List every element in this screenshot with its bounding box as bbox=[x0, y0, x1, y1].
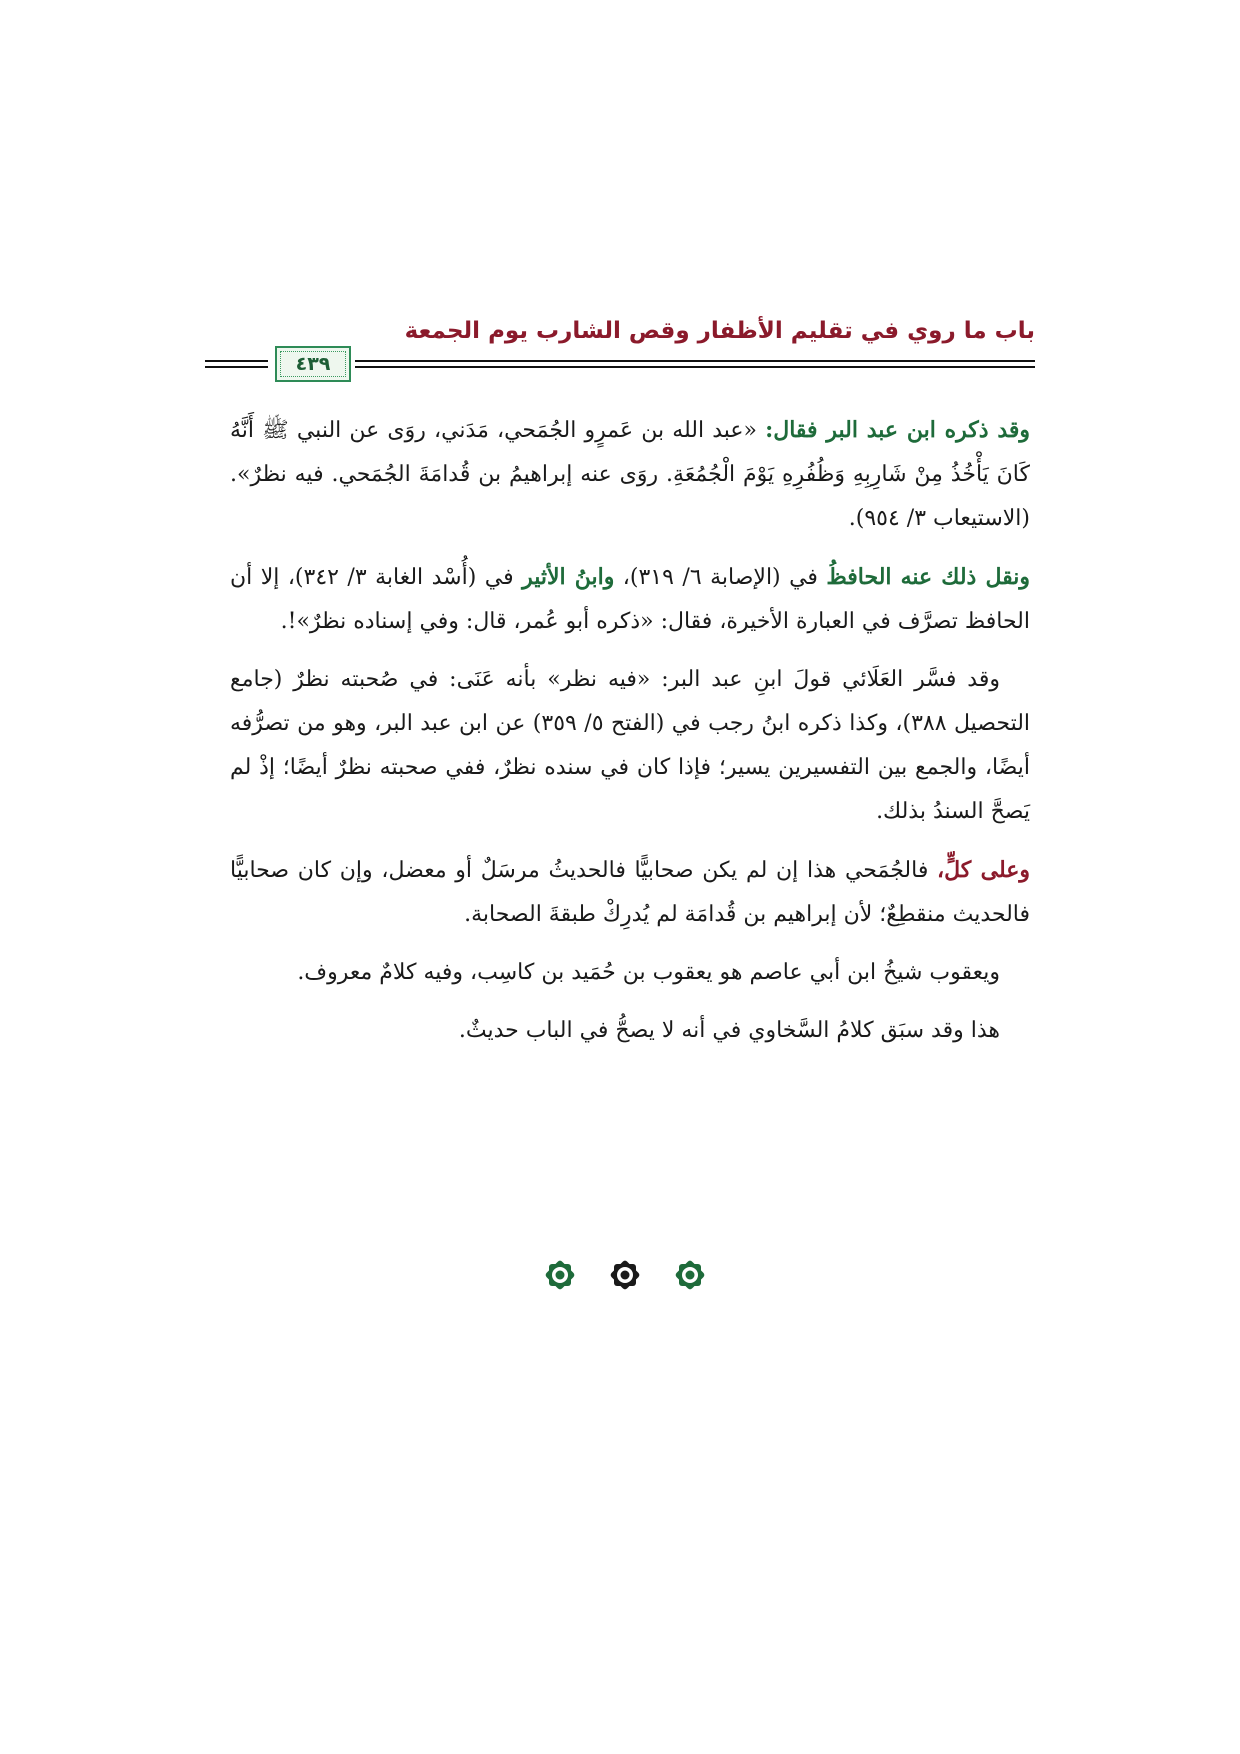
paragraph-text: في (الإصابة ٦/ ٣١٩)، bbox=[614, 565, 827, 590]
paragraph bbox=[230, 951, 1030, 995]
star-flower-icon bbox=[670, 1255, 710, 1295]
page-body bbox=[230, 408, 1030, 1067]
header-rule bbox=[205, 366, 268, 368]
paragraph bbox=[230, 408, 1030, 541]
page-number: ٤٣٩ bbox=[295, 353, 331, 375]
header-rule bbox=[355, 360, 1035, 362]
paragraph-text: ويعقوب شيخُ ابن أبي عاصم هو يعقوب بن حُمَيد بن كاسِب، وفيه كلامٌ معروف. bbox=[297, 960, 1000, 985]
star-flower-icon bbox=[605, 1255, 645, 1295]
paragraph bbox=[230, 555, 1030, 644]
paragraph-lead: ونقل ذلك عنه الحافظُ bbox=[826, 564, 1030, 590]
page-number-frame bbox=[275, 346, 351, 382]
paragraph-text: هذا وقد سبَق كلامُ السَّخاوي في أنه لا يصحُّ في الباب حديثٌ. bbox=[458, 1018, 1000, 1043]
paragraph bbox=[230, 848, 1030, 937]
paragraph-text: في (أُسْد الغابة ٣/ ٣٤٢)، إلا أن الحافظ تصرَّف في العبارة الأخيرة، فقال: «ذكره أبو عُمر، قال: وفي إسناده نظرٌ»!. bbox=[230, 565, 1030, 634]
section-end-ornament bbox=[540, 1255, 710, 1295]
paragraph-lead: وقد ذكره ابن عبد البر فقال: bbox=[765, 417, 1031, 443]
paragraph-text: فالجُمَحي هذا إن لم يكن صحابيًّا فالحديثُ مرسَلٌ أو معضل، وإن كان صحابيًّا فالحديث منقطِعٌ؛ لأن إبراهيم بن قُدامَة لم يُدرِكْ طبقةَ الصحابة. bbox=[230, 858, 1030, 927]
paragraph-lead: وابنُ الأثير bbox=[522, 564, 615, 590]
page-header bbox=[205, 310, 1035, 385]
header-rule bbox=[355, 366, 1035, 368]
chapter-title: باب ما روي في تقليم الأظفار وقص الشارب يوم الجمعة bbox=[404, 318, 1035, 344]
paragraph bbox=[230, 658, 1030, 834]
paragraph-lead: وعلى كلٍّ، bbox=[937, 857, 1030, 883]
paragraph-text: «عبد الله بن عَمرٍو الجُمَحي، مَدَني، روَى عن النبي ﷺ أَنَّهُ كَانَ يَأْخُذُ مِنْ شَارِبِهِ وَظُفُرِهِ يَوْمَ الْجُمُعَةِ. روَى عنه إبراهيمُ بن قُدامَةَ الجُمَحي. فيه نظرٌ». (الاستيعاب ٣/ ٩٥٤). bbox=[230, 418, 1030, 531]
star-flower-icon bbox=[540, 1255, 580, 1295]
header-rule bbox=[205, 360, 268, 362]
paragraph bbox=[230, 1009, 1030, 1053]
paragraph-text: وقد فسَّر العَلَائي قولَ ابنِ عبد البر: «فيه نظر» بأنه عَنَى: في صُحبته نظرٌ (جامع التحصيل ٣٨٨)، وكذا ذكره ابنُ رجب في (الفتح ٥/ ٣٥٩) عن ابن عبد البر، وهو من تصرُّفه أيضًا، والجمع بين التفسيرين يسير؛ فإذا كان في سنده نظرٌ، ففي صحبته نظرٌ أيضًا؛ إذْ لم يَصحَّ السندُ بذلك. bbox=[230, 667, 1031, 824]
